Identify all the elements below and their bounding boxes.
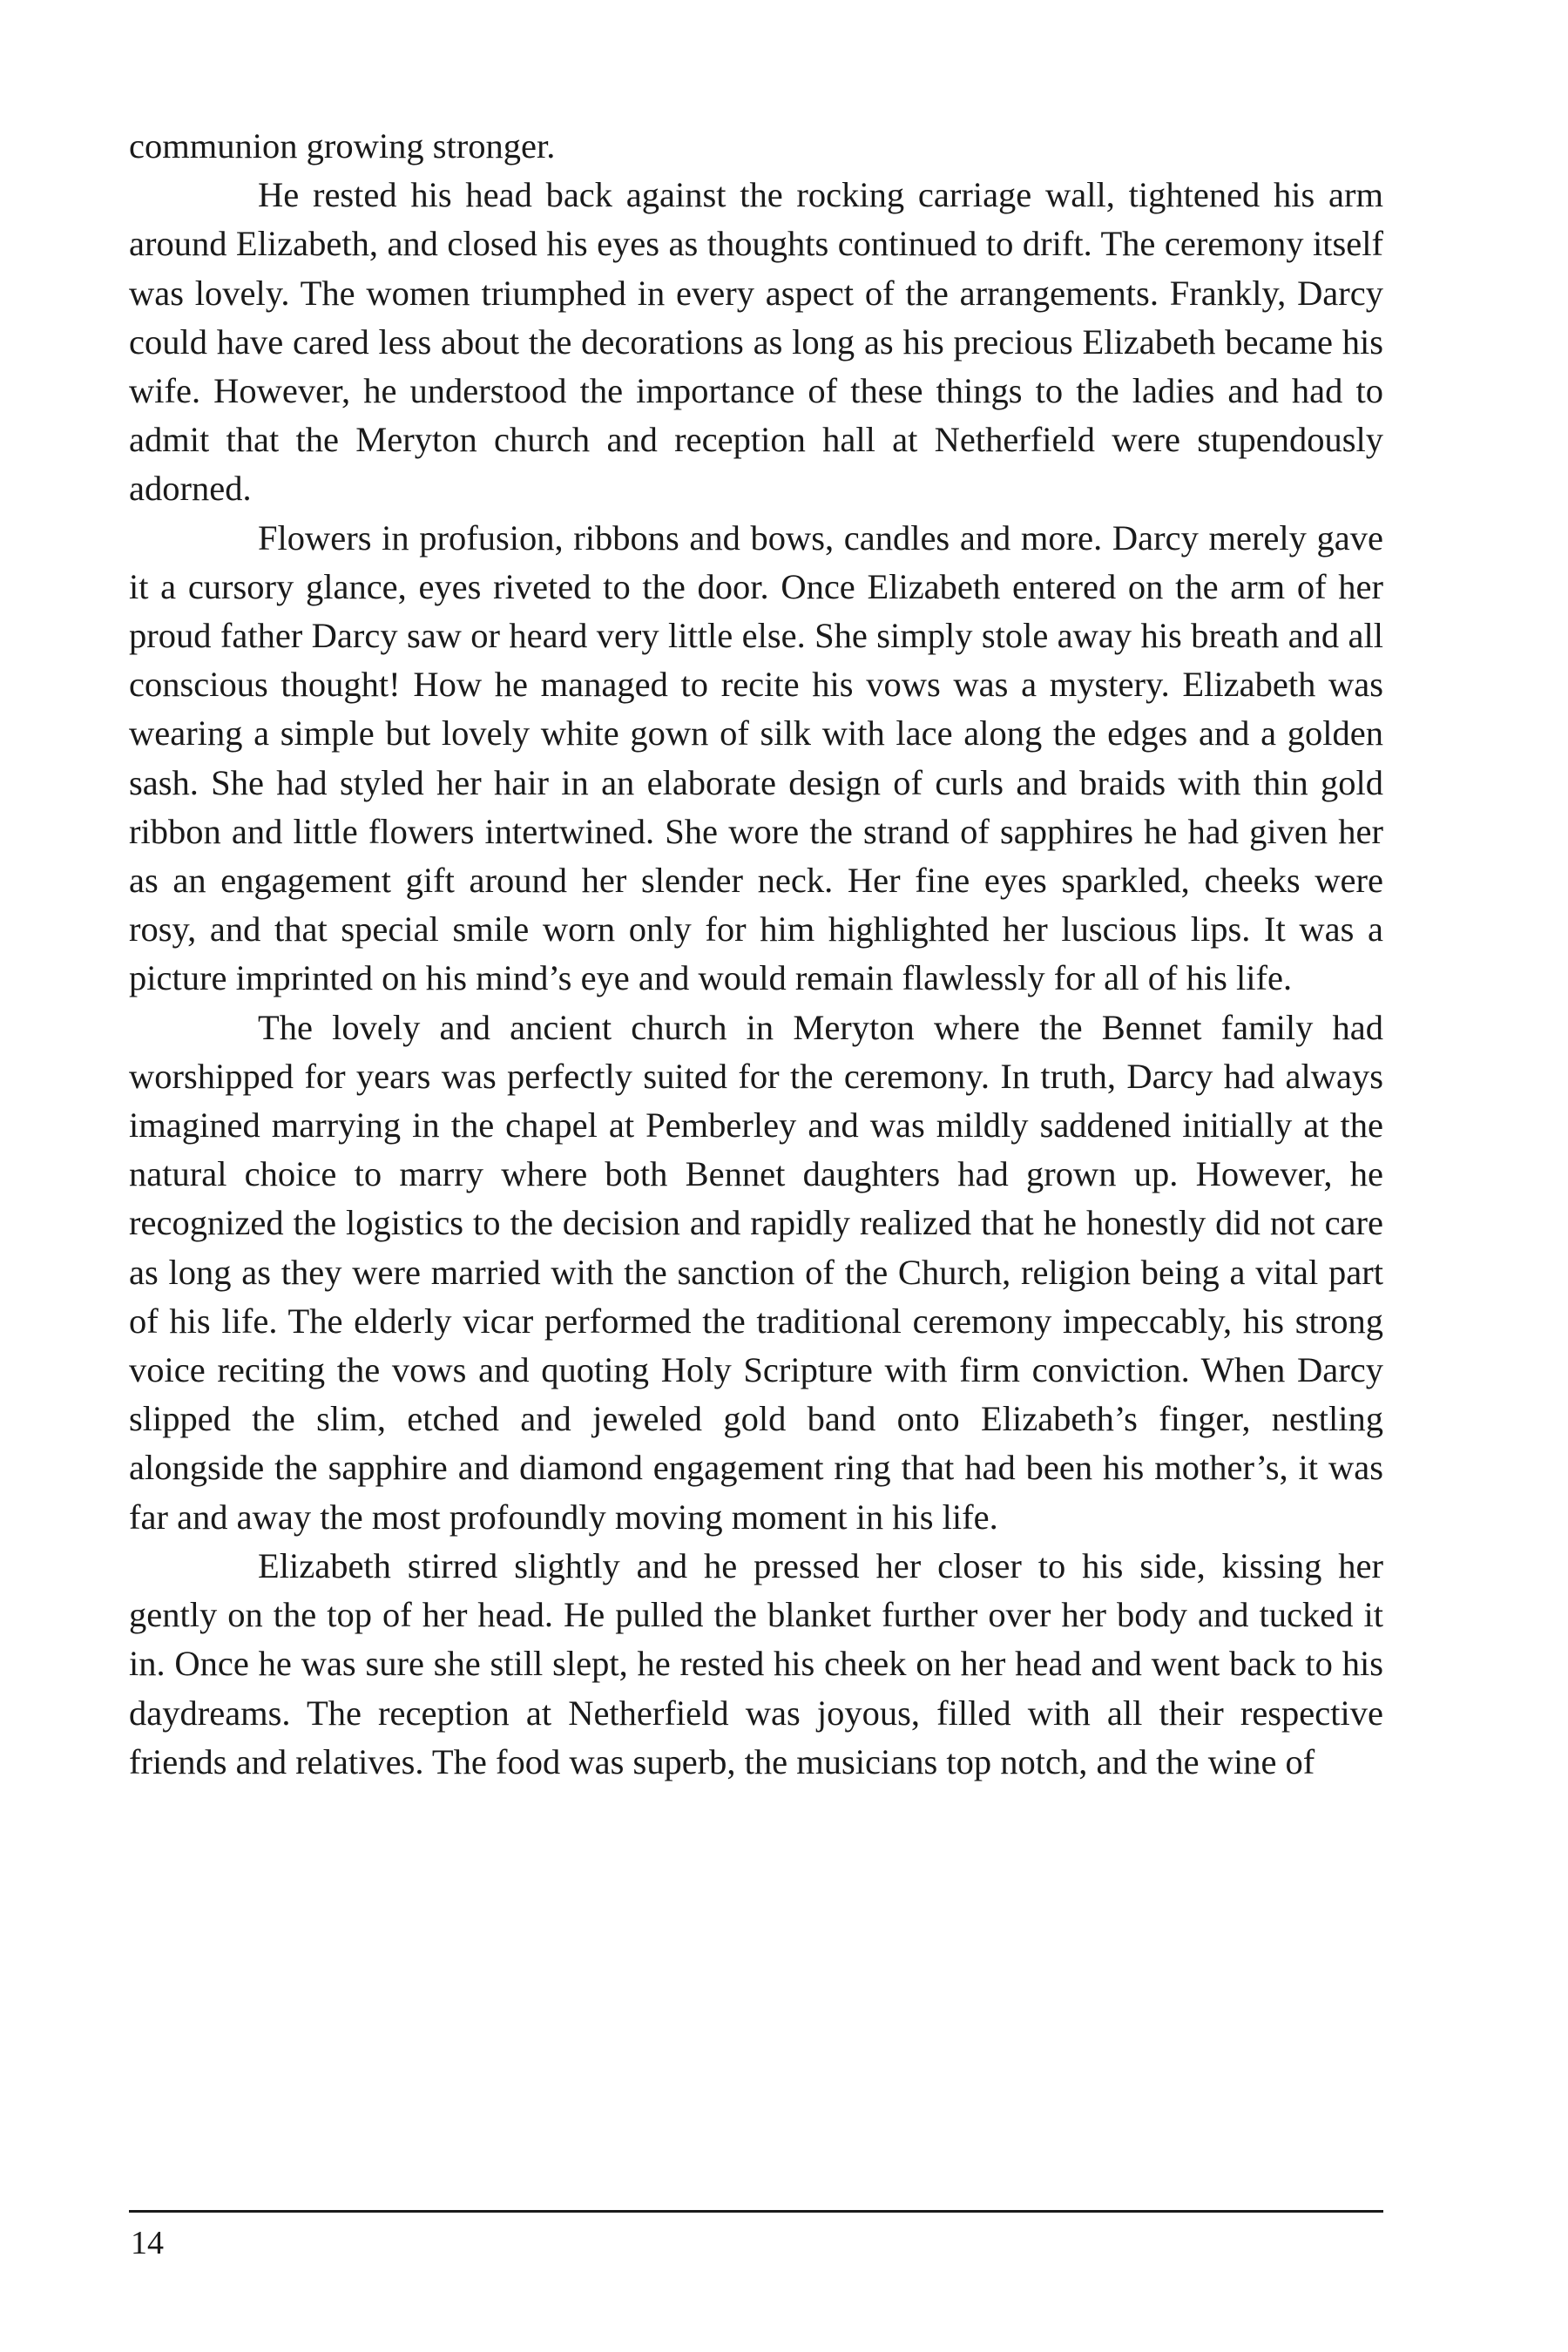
paragraph: Flowers in profusion, ribbons and bows, candles and more. Darcy merely gave it a cursory glance, eyes riveted to the door. Once Elizabeth entered on the arm of her proud father Darcy saw or heard very little else. She simply stole away his breath and all conscious thought! How he managed to recite his vows was a mystery. Elizabeth was wearing a simple but lovely white gown of silk with lace along the edges and a golden sash. She had styled her hair in an elaborate design of curls and braids with thin gold ribbon and little flowers intertwined. She wore the strand of sapphires he had given her as an engagement gift around her slender neck. Her fine eyes sparkled, cheeks were rosy, and that special smile worn only for him highlighted her luscious lips. It was a picture imprinted on his mind’s eye and would remain flawlessly for all of his life. xyxy=(129,517,1383,998)
paragraph-last: Elizabeth stirred slightly and he pressed her closer to his side, kissing her gently on the top of her head. He pulled the blanket further over her body and tucked it in. Once he was sure she still slept, he rested his cheek on her head and went back to his daydreams. The reception at Netherfield was joyous, filled with all their respective friends and relatives. The food was superb, the musicians top notch, and the wine of xyxy=(129,1545,1383,1781)
paragraph: He rested his head back against the rocking carriage wall, tightened his arm around Elizabeth, and closed his eyes as thoughts continued to drift. The ceremony itself was lovely. The women triumphed in every aspect of the arrangements. Frankly, Darcy could have cared less about the decorations as long as his precious Elizabeth became his wife. However, he understood the importance of these things to the ladies and had to admit that the Meryton church and reception hall at Netherfield were stupendously adorned. xyxy=(129,175,1383,509)
footer-divider xyxy=(129,2210,1383,2213)
page-number: 14 xyxy=(131,2225,164,2261)
body-text xyxy=(129,122,1383,1787)
paragraph-continued: communion growing stronger. xyxy=(129,126,556,166)
paragraph: The lovely and ancient church in Meryton where the Bennet family had worshipped for years was perfectly suited for the ceremony. In truth, Darcy had always imagined marrying in the chapel at Pemberley and was mildly saddened initially at the natural choice to marry where both Bennet daughters had grown up. However, he recognized the logistics to the decision and rapidly realized that he honestly did not care as long as they were married with the sanction of the Church, religion being a vital part of his life. The elderly vicar performed the traditional ceremony impeccably, his strong voice reciting the vows and quoting Holy Scripture with firm conviction. When Darcy slipped the slim, etched and jeweled gold band onto Elizabeth’s finger, nestling alongside the sapphire and diamond engagement ring that had been his mother’s, it was far and away the most profoundly moving moment in his life. xyxy=(129,1007,1383,1537)
